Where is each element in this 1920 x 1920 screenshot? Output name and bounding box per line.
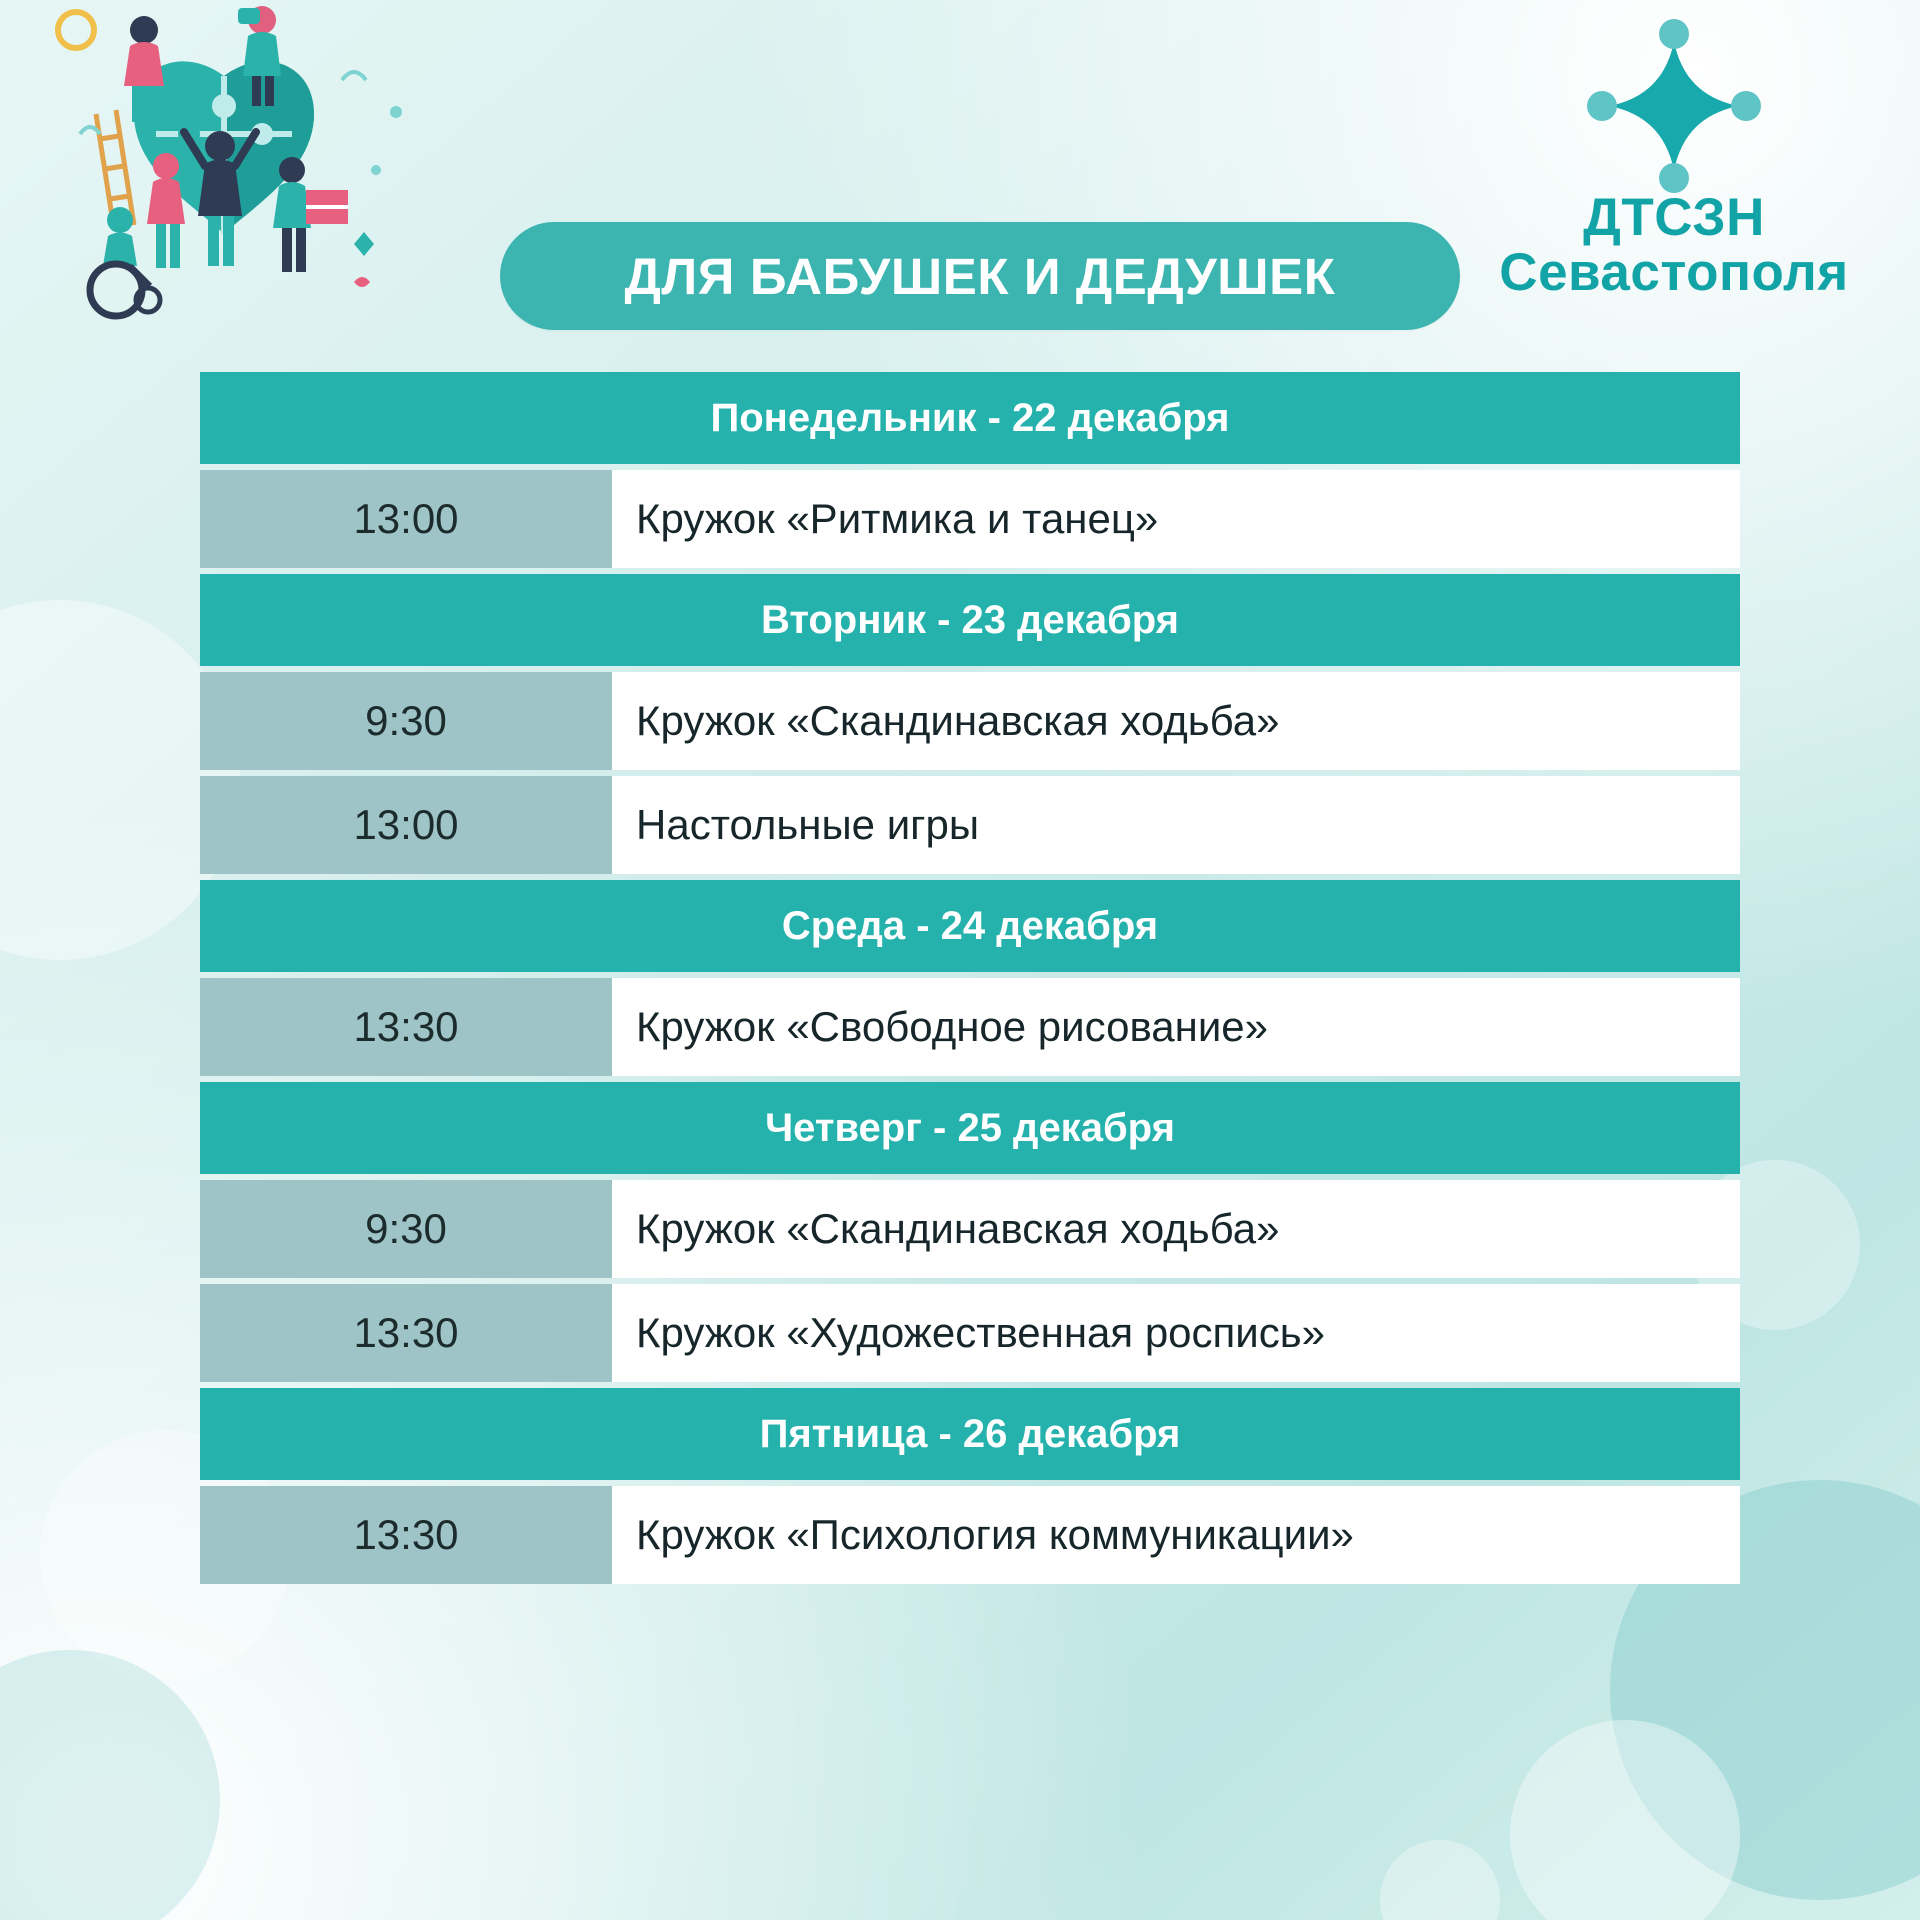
decorative-circle <box>1380 1840 1500 1920</box>
day-header: Среда - 24 декабря <box>200 880 1740 972</box>
people-heart-puzzle-illustration <box>24 0 454 334</box>
day-header: Пятница - 26 декабря <box>200 1388 1740 1480</box>
decorative-circle <box>1510 1720 1740 1920</box>
dtszn-logo-icon <box>1584 16 1764 196</box>
event-name: Кружок «Психология коммуникации» <box>612 1486 1740 1584</box>
logo-line-1: ДТСЗН <box>1583 188 1765 247</box>
page-title <box>500 222 1460 330</box>
logo-line-2: Севастополя <box>1499 243 1849 303</box>
decorative-circle <box>0 1650 220 1920</box>
event-time: 13:30 <box>200 1284 612 1382</box>
event-name: Кружок «Скандинавская ходьба» <box>612 1180 1740 1278</box>
event-name: Настольные игры <box>612 776 1740 874</box>
event-time: 13:00 <box>200 470 612 568</box>
event-time: 9:30 <box>200 672 612 770</box>
organization-logo <box>1454 16 1894 303</box>
event-name: Кружок «Скандинавская ходьба» <box>612 672 1740 770</box>
day-header: Понедельник - 22 декабря <box>200 372 1740 464</box>
schedule-table <box>200 372 1740 1590</box>
event-time: 13:00 <box>200 776 612 874</box>
table-row <box>200 978 1740 1076</box>
day-header: Вторник - 23 декабря <box>200 574 1740 666</box>
event-time: 13:30 <box>200 978 612 1076</box>
table-row <box>200 1180 1740 1278</box>
table-row <box>200 1486 1740 1584</box>
event-name: Кружок «Ритмика и танец» <box>612 470 1740 568</box>
event-name: Кружок «Свободное рисование» <box>612 978 1740 1076</box>
event-name: Кружок «Художественная роспись» <box>612 1284 1740 1382</box>
table-row <box>200 672 1740 770</box>
event-time: 13:30 <box>200 1486 612 1584</box>
page-title-text: ДЛЯ БАБУШЕК И ДЕДУШЕК <box>624 247 1336 305</box>
event-time: 9:30 <box>200 1180 612 1278</box>
table-row <box>200 776 1740 874</box>
day-header: Четверг - 25 декабря <box>200 1082 1740 1174</box>
table-row <box>200 1284 1740 1382</box>
table-row <box>200 470 1740 568</box>
